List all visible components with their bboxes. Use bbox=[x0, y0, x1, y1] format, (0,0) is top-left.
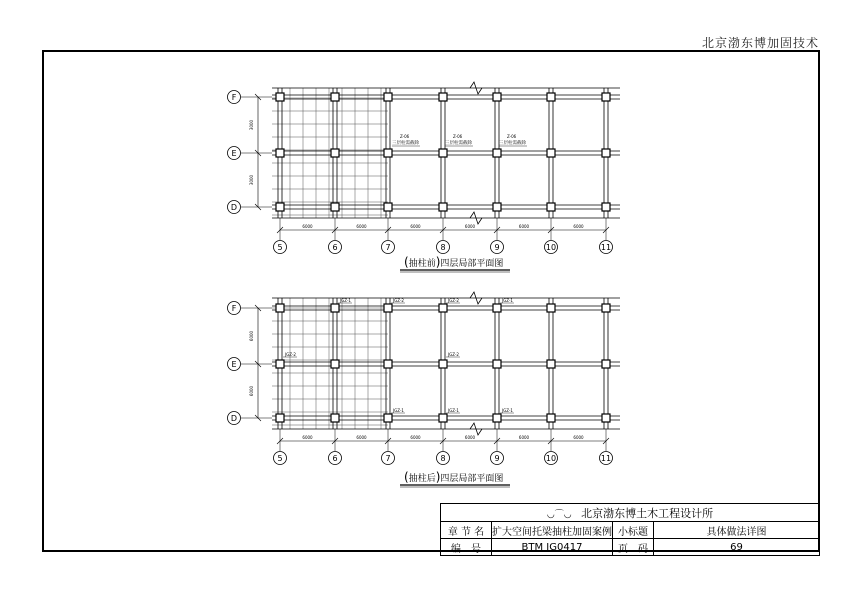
plan-title-paren: ( bbox=[404, 470, 409, 484]
col-axis-label: 11 bbox=[600, 243, 612, 252]
col-dimension-text: 6000 bbox=[573, 435, 584, 440]
column bbox=[547, 304, 555, 312]
column bbox=[276, 203, 284, 211]
column-tag: JGZ-1 bbox=[393, 408, 404, 413]
column bbox=[384, 149, 392, 157]
column-tag: JGZ-2 bbox=[448, 352, 459, 357]
column bbox=[602, 304, 610, 312]
column bbox=[602, 93, 610, 101]
row-axis-label: E bbox=[231, 149, 237, 158]
floor-plan-1 bbox=[228, 82, 621, 272]
column-tag: JGZ-2 bbox=[448, 298, 459, 303]
col-dimension-text: 6000 bbox=[464, 435, 476, 440]
column bbox=[493, 203, 501, 211]
column bbox=[439, 203, 447, 211]
column bbox=[547, 203, 555, 211]
column bbox=[384, 414, 392, 422]
org-logo-icon: ◡⌒◡ bbox=[546, 509, 572, 520]
chapter-label: 章 节 名 bbox=[441, 522, 492, 539]
column bbox=[331, 360, 339, 368]
column-tag: JGZ-1 bbox=[448, 408, 459, 413]
col-axis-label: 11 bbox=[600, 454, 612, 463]
col-axis-label: 5 bbox=[277, 243, 283, 252]
column bbox=[276, 414, 284, 422]
annotation-tag: Z-06 bbox=[400, 134, 410, 139]
col-axis-label: 5 bbox=[277, 454, 283, 463]
plan-title-rest: 四层局部平面图 bbox=[440, 474, 504, 484]
plan-title-paren: ) bbox=[435, 470, 441, 484]
column bbox=[602, 149, 610, 157]
title-block-org bbox=[441, 504, 820, 522]
column bbox=[331, 414, 339, 422]
col-dimension-text: 6000 bbox=[518, 435, 530, 440]
row-axis-label: E bbox=[231, 360, 237, 369]
column bbox=[331, 149, 339, 157]
column bbox=[439, 93, 447, 101]
column bbox=[602, 414, 610, 422]
column bbox=[384, 304, 392, 312]
column-tag: JGZ-1 bbox=[502, 408, 513, 413]
row-dimension-text: 3000 bbox=[249, 174, 254, 186]
column bbox=[602, 203, 610, 211]
column bbox=[439, 304, 447, 312]
row-axis-label: D bbox=[230, 203, 238, 212]
column bbox=[331, 93, 339, 101]
column bbox=[439, 414, 447, 422]
row-axis-label: D bbox=[230, 414, 238, 423]
plan-title bbox=[404, 470, 503, 484]
row-axis-label: F bbox=[231, 304, 237, 313]
col-axis-label: 8 bbox=[440, 243, 446, 252]
column bbox=[547, 360, 555, 368]
row-dimension-text: 3000 bbox=[249, 119, 254, 131]
plan-title-key: 抽柱后 bbox=[408, 474, 436, 484]
column bbox=[331, 203, 339, 211]
column bbox=[493, 93, 501, 101]
col-dimension-text: 6000 bbox=[302, 435, 313, 440]
plan-title bbox=[404, 255, 503, 269]
column bbox=[276, 304, 284, 312]
annotation-text: 三层柱需截除 bbox=[499, 141, 526, 146]
annotation-tag: Z-06 bbox=[507, 134, 517, 139]
page-value: 69 bbox=[654, 539, 820, 556]
subtitle-label: 小标题 bbox=[613, 522, 654, 539]
col-dimension-text: 6000 bbox=[518, 224, 530, 229]
annotation-tag: Z-06 bbox=[453, 134, 463, 139]
floor-plan-2 bbox=[228, 292, 621, 487]
annotation-text: 三层柱需截除 bbox=[445, 141, 472, 146]
col-dimension-text: 6000 bbox=[356, 435, 367, 440]
code-label: 编 号 bbox=[441, 539, 492, 556]
column bbox=[439, 360, 447, 368]
column bbox=[547, 93, 555, 101]
column bbox=[493, 414, 501, 422]
column bbox=[276, 360, 284, 368]
column bbox=[602, 360, 610, 368]
col-dimension-text: 6000 bbox=[464, 224, 476, 229]
column-tag: JGZ-2 bbox=[285, 352, 296, 357]
col-dimension-text: 6000 bbox=[573, 224, 584, 229]
col-axis-label: 7 bbox=[385, 454, 391, 463]
column bbox=[384, 203, 392, 211]
row-axis-label: F bbox=[231, 93, 237, 102]
code-value: BTM JG0417 bbox=[492, 539, 613, 556]
chapter-value: 扩大空间托梁抽柱加固案例 bbox=[492, 522, 613, 539]
column bbox=[439, 149, 447, 157]
column bbox=[331, 304, 339, 312]
column-tag: JGZ-1 bbox=[502, 298, 513, 303]
annotation-text: 三层柱需截除 bbox=[392, 141, 419, 146]
column bbox=[547, 149, 555, 157]
col-axis-label: 9 bbox=[494, 454, 500, 463]
col-axis-label: 9 bbox=[494, 243, 500, 252]
plan-title-paren: ) bbox=[435, 255, 441, 269]
column bbox=[276, 93, 284, 101]
column bbox=[384, 93, 392, 101]
column-tag: JGZ-2 bbox=[393, 298, 404, 303]
page-label: 页 码 bbox=[613, 539, 654, 556]
column bbox=[493, 360, 501, 368]
col-dimension-text: 6000 bbox=[410, 224, 421, 229]
subtitle-value: 具体做法详图 bbox=[654, 522, 820, 539]
col-axis-label: 7 bbox=[385, 243, 391, 252]
column bbox=[276, 149, 284, 157]
column bbox=[493, 149, 501, 157]
col-axis-label: 6 bbox=[332, 454, 338, 463]
org-name: 北京渤东博土木工程设计所 bbox=[581, 506, 714, 520]
plan-title-key: 抽柱前 bbox=[408, 259, 436, 269]
column bbox=[547, 414, 555, 422]
plan-title-paren: ( bbox=[404, 255, 409, 269]
col-dimension-text: 6000 bbox=[356, 224, 367, 229]
column-tag: JGZ-1 bbox=[340, 298, 351, 303]
col-dimension-text: 6000 bbox=[302, 224, 313, 229]
plan-title-rest: 四层局部平面图 bbox=[440, 259, 504, 269]
row-dimension-text: 6000 bbox=[249, 385, 254, 397]
column bbox=[384, 360, 392, 368]
col-axis-label: 10 bbox=[545, 454, 557, 463]
col-axis-label: 6 bbox=[332, 243, 338, 252]
col-axis-label: 10 bbox=[545, 243, 557, 252]
header-brand: 北京渤东博加固技术 bbox=[701, 36, 819, 50]
column bbox=[493, 304, 501, 312]
col-axis-label: 8 bbox=[440, 454, 446, 463]
row-dimension-text: 6000 bbox=[249, 330, 254, 342]
col-dimension-text: 6000 bbox=[410, 435, 421, 440]
title-block bbox=[440, 503, 820, 556]
